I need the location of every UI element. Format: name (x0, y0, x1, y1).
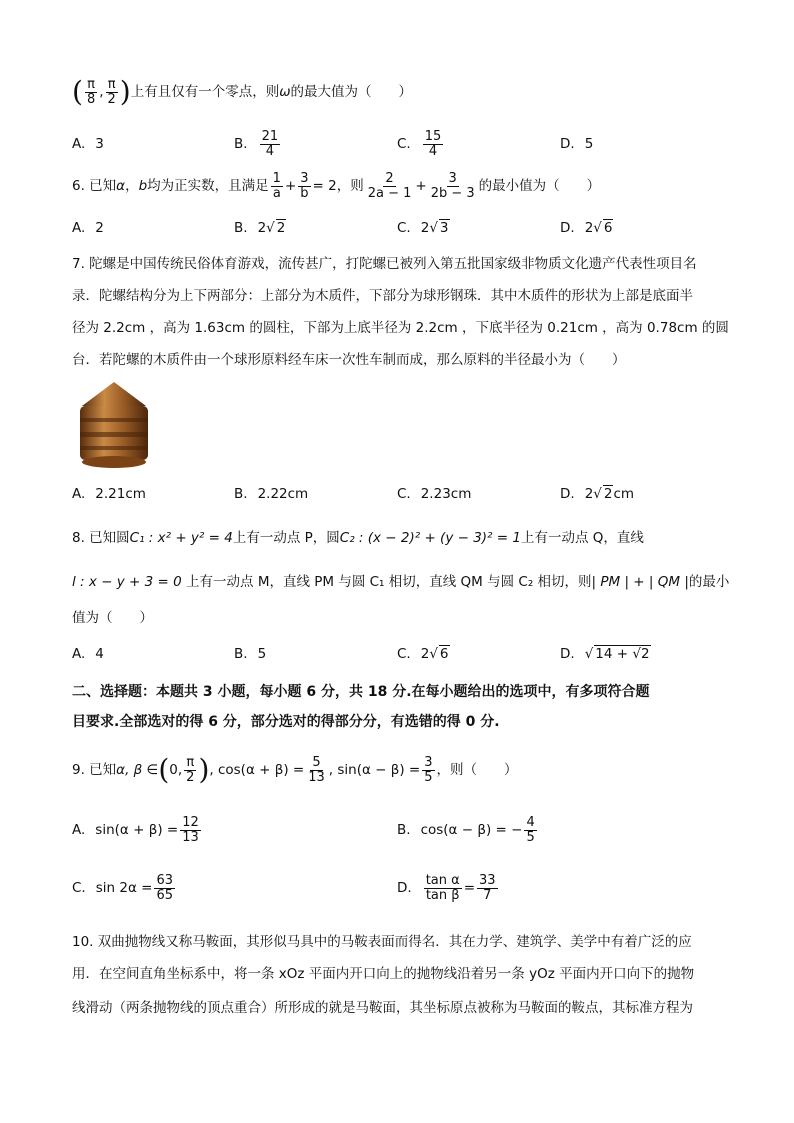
q6-option-c[interactable]: C. 2 √ 3 (397, 219, 449, 237)
q7-option-a[interactable]: A. 2.21cm (72, 485, 146, 502)
spinning-top-photo (76, 380, 152, 472)
section-2-heading-line-2: 目要求.全部选对的得 6 分，部分选对的得部分分，有选错的得 0 分. (72, 714, 500, 730)
q6-option-d[interactable]: D. 2 √ 6 (560, 219, 613, 237)
q5-option-c[interactable]: C. $\frac{15}{4}$ (397, 128, 442, 159)
q7-line-3: 径为 2.2cm ，高为 1.63cm 的圆柱，下部为上底半径为 2.2cm ，下底半径为 0.21cm ，高为 0.78cm 的圆 (72, 320, 729, 336)
q8-option-a[interactable]: A. 4 (72, 645, 104, 662)
q5-option-a[interactable]: A. 3 (72, 135, 104, 152)
q8-line-2: l : x − y + 3 = 0 上有一动点 M，直线 PM 与圆 C₁ 相切，直线 QM 与圆 C₂ 相切，则| PM | + | QM |的最小 (72, 574, 730, 590)
q6-option-a[interactable]: A. 2 (72, 219, 104, 236)
q5-stem: ( $\frac{\pi}{8}$ , $\frac{\pi}{2}$ ) 上有且仅有一个零点，则 ω 的最大值为（ ） (72, 75, 413, 108)
q8-option-c[interactable]: C. 2 √ 6 (397, 645, 449, 663)
q9-options-row-1 (72, 810, 732, 850)
q7-line-2: 录．陀螺结构分为上下两部分：上部分为木质件，下部分为球形钢珠．其中木质件的形状为上部是底面半 (72, 288, 693, 304)
q7-option-b[interactable]: B. 2.22cm (234, 485, 309, 502)
q5-option-b[interactable]: B. $\frac{21}{4}$ (234, 128, 279, 159)
q6-stem: 6. 已知 α ， b 均为正实数，且满足 $\frac{1}{a}$ + $\frac{3}{b}$ = 2，则 $\frac{2}{2a - 1}$ + $\frac{3}{2b - 3}$ 的最小值为（ ） (72, 170, 601, 201)
q10-line-3: 线滑动（两条抛物线的顶点重合）所形成的就是马鞍面，其坐标原点被称为马鞍面的鞍点，其标准方程为 (72, 1000, 693, 1016)
q8-option-b[interactable]: B. 5 (234, 645, 267, 662)
q5-options (72, 124, 732, 164)
q8-line-3: 值为（ ） (72, 610, 153, 626)
q9-stem: 9. 已知 α, β ∈ ( 0, $\frac{\pi}{2}$ ) , cos(α + β) = $\frac{5}{13}$ , sin(α − β) = $\frac{3}{5}$ ，则（ ） (72, 753, 518, 786)
q7-option-c[interactable]: C. 2.23cm (397, 485, 472, 502)
spinning-top-cone (82, 382, 146, 406)
q5-option-d[interactable]: D. 5 (560, 135, 594, 152)
q8-options (72, 634, 732, 674)
q9-option-c[interactable]: C. sin 2α = $\frac{63}{65}$ (72, 872, 173, 903)
q9-options-row-2 (72, 868, 732, 908)
q9-option-d[interactable]: D. $\frac{\text{tan α}}{\text{tan β}}$ = $\frac{33}{7}$ (397, 872, 496, 903)
q5-frac-pi2: $\frac{\pi}{2}$ (107, 76, 116, 107)
q6-options (72, 208, 732, 248)
q5-frac-pi8: $\frac{\pi}{8}$ (86, 76, 96, 107)
q8-option-d[interactable]: D. √ 14 + √2 (560, 645, 650, 663)
q7-option-d[interactable]: D. 2 √ 2 cm (560, 485, 635, 503)
q10-line-1: 10. 双曲抛物线又称马鞍面，其形似马具中的马鞍表面而得名．其在力学、建筑学、美学中有着广泛的应 (72, 934, 692, 950)
q7-line-1: 7. 陀螺是中国传统民俗体育游戏，流传甚广，打陀螺已被列入第五批国家级非物质文化遗产代表性项目名 (72, 256, 697, 272)
q6-option-b[interactable]: B. 2 √ 2 (234, 219, 286, 237)
q7-line-4: 台．若陀螺的木质件由一个球形原料经车床一次性车制而成，那么原料的半径最小为（ ） (72, 352, 626, 368)
q8-line-1: 8. 已知圆C₁ : x² + y² = 4上有一动点 P，圆C₂ : (x − 2)² + (y − 3)² = 1上有一动点 Q，直线 (72, 530, 644, 546)
q5-interval-close: ) (119, 75, 131, 108)
q9-option-b[interactable]: B. cos(α − β) = − $\frac{4}{5}$ (397, 814, 535, 845)
q5-interval-open: ( (72, 75, 83, 108)
q9-option-a[interactable]: A. sin(α + β) = $\frac{12}{13}$ (72, 814, 199, 845)
q10-line-2: 用．在空间直角坐标系中，将一条 xOz 平面内开口向上的抛物线沿着另一条 yOz 平面内开口向下的抛物 (72, 966, 695, 982)
q7-options (72, 474, 732, 514)
section-2-heading-line-1: 二、选择题：本题共 3 小题，每小题 6 分，共 18 分.在每小题给出的选项中，有多项符合题 (72, 684, 650, 700)
